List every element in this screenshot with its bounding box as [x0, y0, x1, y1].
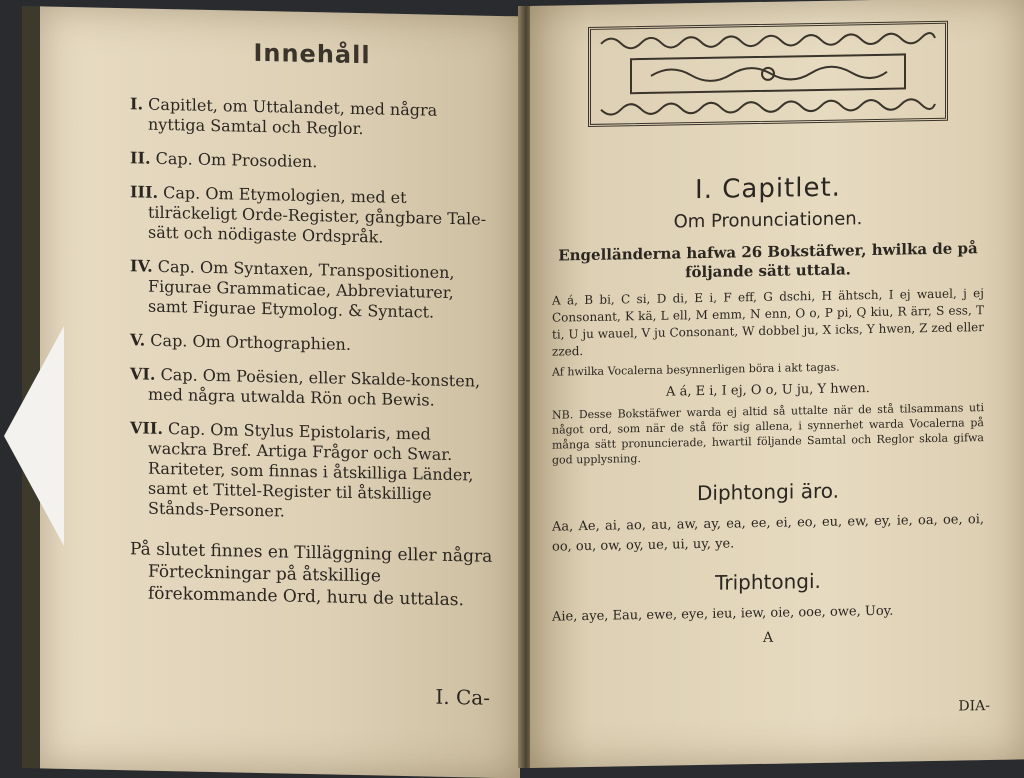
catchword-left: I. Ca-: [435, 684, 490, 710]
diphthong-list: Aa, Ae, ai, ao, au, aw, ay, ea, ee, ei, eo, eu, ew, ey, ie, oa, oe, oi, oo, ou, ow, oy, ue, ui, uy, ye.: [552, 512, 984, 555]
page-title: Innehåll: [253, 38, 371, 70]
toc-item: III. Cap. Om Etymologien, med et tilräckeligt Orde-Register, gångbare Tale-sätt och nödigaste Ordspråk.: [130, 182, 487, 247]
triphthong-list: Aie, aye, Eau, ewe, eye, ieu, iew, oie, ooe, owe, Uoy.: [552, 603, 894, 625]
signature-mark: A: [762, 629, 774, 646]
left-page: [22, 6, 520, 778]
catchword-right: DIA-: [958, 697, 990, 715]
ornamental-headpiece: [588, 21, 948, 127]
closing-note: På slutet finnes en Tilläggning eller några Förteckningar på åtskillige förekommande Ord, huru de uttalas.: [130, 539, 493, 611]
toc-item: I. Capitlet, om Uttalandet, med några nyttiga Samtal och Reglor.: [130, 94, 438, 139]
vowel-list: A á, E i, I ej, O o, U ju, Y hwen.: [666, 381, 870, 400]
paper-bookmark: [4, 326, 64, 546]
diphthong-heading: Diphtongi äro.: [697, 478, 839, 506]
toc-item: VI. Cap. Om Poësien, eller Skalde-konsten, med några utwalda Rön och Bewis.: [130, 364, 481, 410]
ornament-pattern-icon: [591, 24, 945, 124]
chapter-subtitle: Om Pronunciationen.: [673, 208, 863, 233]
toc-item: V. Cap. Om Orthographien.: [130, 330, 351, 354]
toc-item: IV. Cap. Om Syntaxen, Transpositionen, Figurae Grammaticae, Abbreviaturer, samt Figurae Etymolog. & Syntact.: [130, 256, 455, 322]
open-book: [22, 6, 1024, 768]
toc-item: II. Cap. Om Prosodien.: [130, 148, 318, 172]
nb-note: NB. Desse Bokstäfwer warda ej altid så uttalte när de stå tilsammans uti något ord, som när de stå för sig allena, i synnerhet warda Vocalerna på många sätt pronuncierade, hwartil följande Samtal och Reglor skola gifwa god upplysning.: [552, 401, 984, 467]
alphabet-text: A á, B bi, C si, D di, E i, F eff, G dschi, H ähtsch, I ej wauel, j ej Consonant, K kä, L ell, M emm, N enn, O o, P pi, Q kiu, R ärr, S ess, T ti, U ju wauel, V ju Consonant, W dobbel ju, X icks, Y hwen, Z zed eller zzed.: [552, 286, 984, 359]
right-page: [530, 0, 1024, 768]
vowel-intro: Af hwilka Vocalerna besynnerligen böra i akt tagas.: [552, 360, 840, 379]
triphthong-heading: Triphtongi.: [715, 568, 821, 595]
intro-text: Engelländerna hafwa 26 Bokstäfwer, hwilka de på följande sätt uttala.: [558, 239, 978, 282]
chapter-heading: I. Capitlet.: [695, 172, 841, 206]
toc-item: VII. Cap. Om Stylus Epistolaris, med wackra Bref. Artiga Frågor och Swar. Rariteter, som finnas i åtskilliga Länder, samt et Tittel-Register til åtskillige Stånds-Personer.: [130, 418, 474, 521]
